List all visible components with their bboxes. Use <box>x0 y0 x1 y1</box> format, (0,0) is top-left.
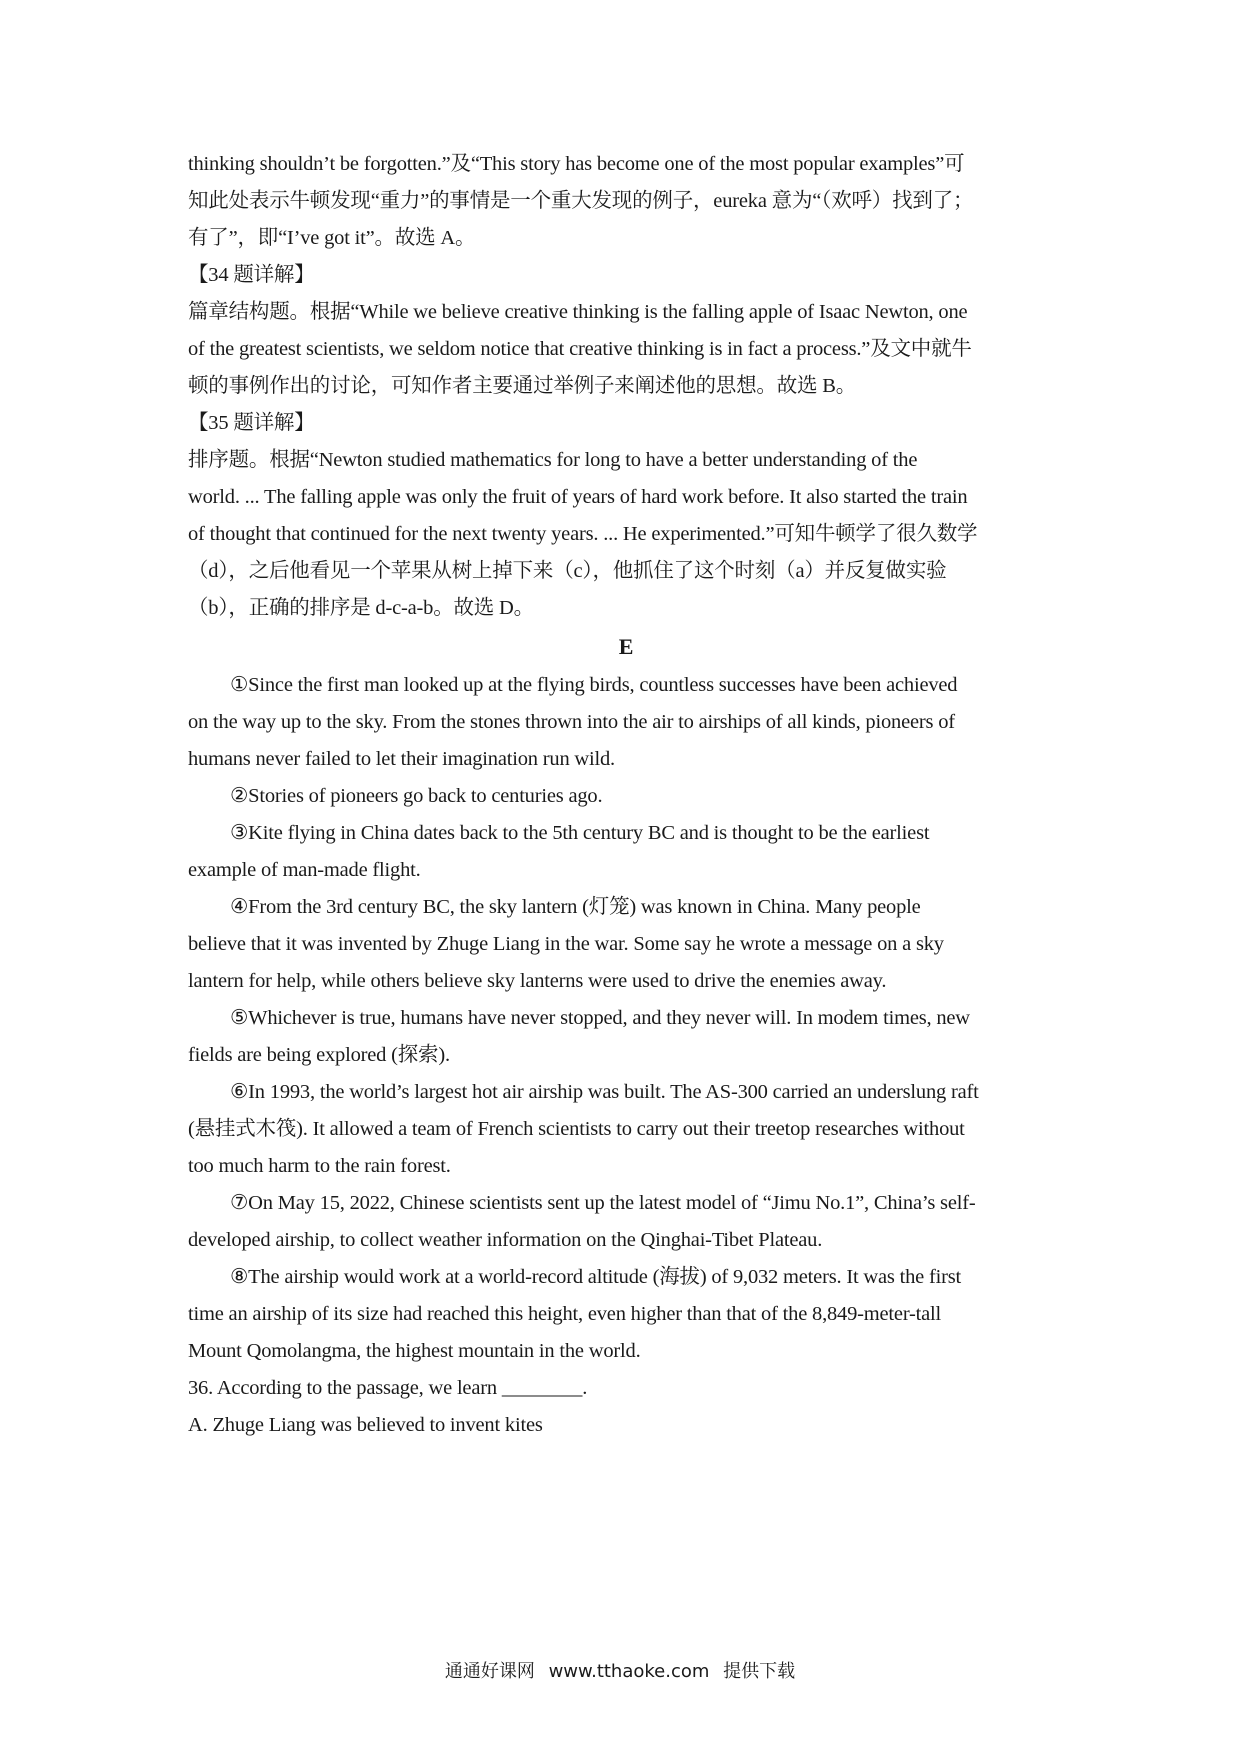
text-line: lantern for help, while others believe sky lanterns were used to drive the enemies away. <box>188 970 887 992</box>
text-line: humans never failed to let their imagination run wild. <box>188 748 615 770</box>
text-line: too much harm to the rain forest. <box>188 1155 451 1177</box>
paragraph-3 <box>188 815 1064 889</box>
footer-site-name: 通通好课网 <box>444 1661 535 1682</box>
reading-passage <box>188 667 1064 1370</box>
paragraph-7 <box>188 1185 1064 1259</box>
text-line: ②Stories of pioneers go back to centuries ago. <box>230 785 603 807</box>
text-line: ③Kite flying in China dates back to the 5th century BC and is thought to be the earliest <box>230 822 930 844</box>
footer-suffix: 提供下载 <box>723 1661 796 1682</box>
q34-explanation <box>188 257 1064 405</box>
text-line: fields are being explored (探索). <box>188 1044 450 1066</box>
text-line: developed airship, to collect weather information on the Qinghai-Tibet Plateau. <box>188 1229 823 1251</box>
text-line: thinking shouldn’t be forgotten.”及“This story has become one of the most popular examples”可 <box>188 153 965 175</box>
text-line: 篇章结构题。根据“While we believe creative thinking is the falling apple of Isaac Newton, one <box>188 301 968 323</box>
text-line: of thought that continued for the next twenty years. ... He experimented.”可知牛顿学了很久数学 <box>188 523 978 545</box>
section-title: E <box>618 634 634 659</box>
text-line: example of man-made flight. <box>188 859 421 881</box>
text-line: on the way up to the sky. From the stones thrown into the air to airships of all kinds, pioneers of <box>188 711 955 733</box>
text-line: time an airship of its size had reached this height, even higher than that of the 8,849-meter-tall <box>188 1303 942 1325</box>
text-line: （b），正确的排序是 d-c-a-b。故选 D。 <box>188 597 534 619</box>
paragraph-4 <box>188 889 1064 1000</box>
page-content <box>188 146 1064 1444</box>
question-36 <box>188 1370 1064 1444</box>
page-footer <box>0 1657 1240 1683</box>
paragraph-1 <box>188 667 1064 778</box>
footer-url: www.tthaoke.com <box>548 1661 710 1682</box>
text-line: of the greatest scientists, we seldom notice that creative thinking is in fact a process.”及文中就牛 <box>188 338 972 360</box>
text-line: ⑤Whichever is true, humans have never stopped, and they never will. In modem times, new <box>230 1007 970 1029</box>
question-stem: 36. According to the passage, we learn ________. <box>188 1377 588 1399</box>
text-line: ④From the 3rd century BC, the sky lantern (灯笼) was known in China. Many people <box>230 896 921 918</box>
text-line: 知此处表示牛顿发现“重力”的事情是一个重大发现的例子，eureka 意为“（欢呼）找到了； <box>188 190 974 212</box>
q35-heading: 【35 题详解】 <box>188 412 315 434</box>
text-line: ⑦On May 15, 2022, Chinese scientists sent up the latest model of “Jimu No.1”, China’s self- <box>230 1192 976 1214</box>
paragraph-5 <box>188 1000 1064 1074</box>
text-line: ⑧The airship would work at a world-record altitude (海拔) of 9,032 meters. It was the first <box>230 1266 961 1288</box>
paragraph-8 <box>188 1259 1064 1370</box>
q34-heading: 【34 题详解】 <box>188 264 315 286</box>
text-line: believe that it was invented by Zhuge Liang in the war. Some say he wrote a message on a sky <box>188 933 944 955</box>
text-line: 顿的事例作出的讨论，可知作者主要通过举例子来阐述他的思想。故选 B。 <box>188 375 856 397</box>
text-line: （d），之后他看见一个苹果从树上掉下来（c），他抓住了这个时刻（a）并反复做实验 <box>188 560 947 582</box>
text-line: 排序题。根据“Newton studied mathematics for long to have a better understanding of the <box>188 449 918 471</box>
q33-explanation-tail <box>188 146 1064 257</box>
text-line: ⑥In 1993, the world’s largest hot air airship was built. The AS-300 carried an underslung raft <box>230 1081 979 1103</box>
paragraph-2 <box>188 778 1064 815</box>
text-line: world. ... The falling apple was only the fruit of years of hard work before. It also started the train <box>188 486 968 508</box>
text-line: 有了”，即“I’ve got it”。故选 A。 <box>188 227 476 249</box>
option-a: A. Zhuge Liang was believed to invent kites <box>188 1414 543 1436</box>
q35-explanation <box>188 405 1064 627</box>
paragraph-6 <box>188 1074 1064 1185</box>
text-line: (悬挂式木筏). It allowed a team of French scientists to carry out their treetop researches without <box>188 1118 965 1140</box>
text-line: Mount Qomolangma, the highest mountain in the world. <box>188 1340 641 1362</box>
text-line: ①Since the first man looked up at the flying birds, countless successes have been achieved <box>230 674 958 696</box>
